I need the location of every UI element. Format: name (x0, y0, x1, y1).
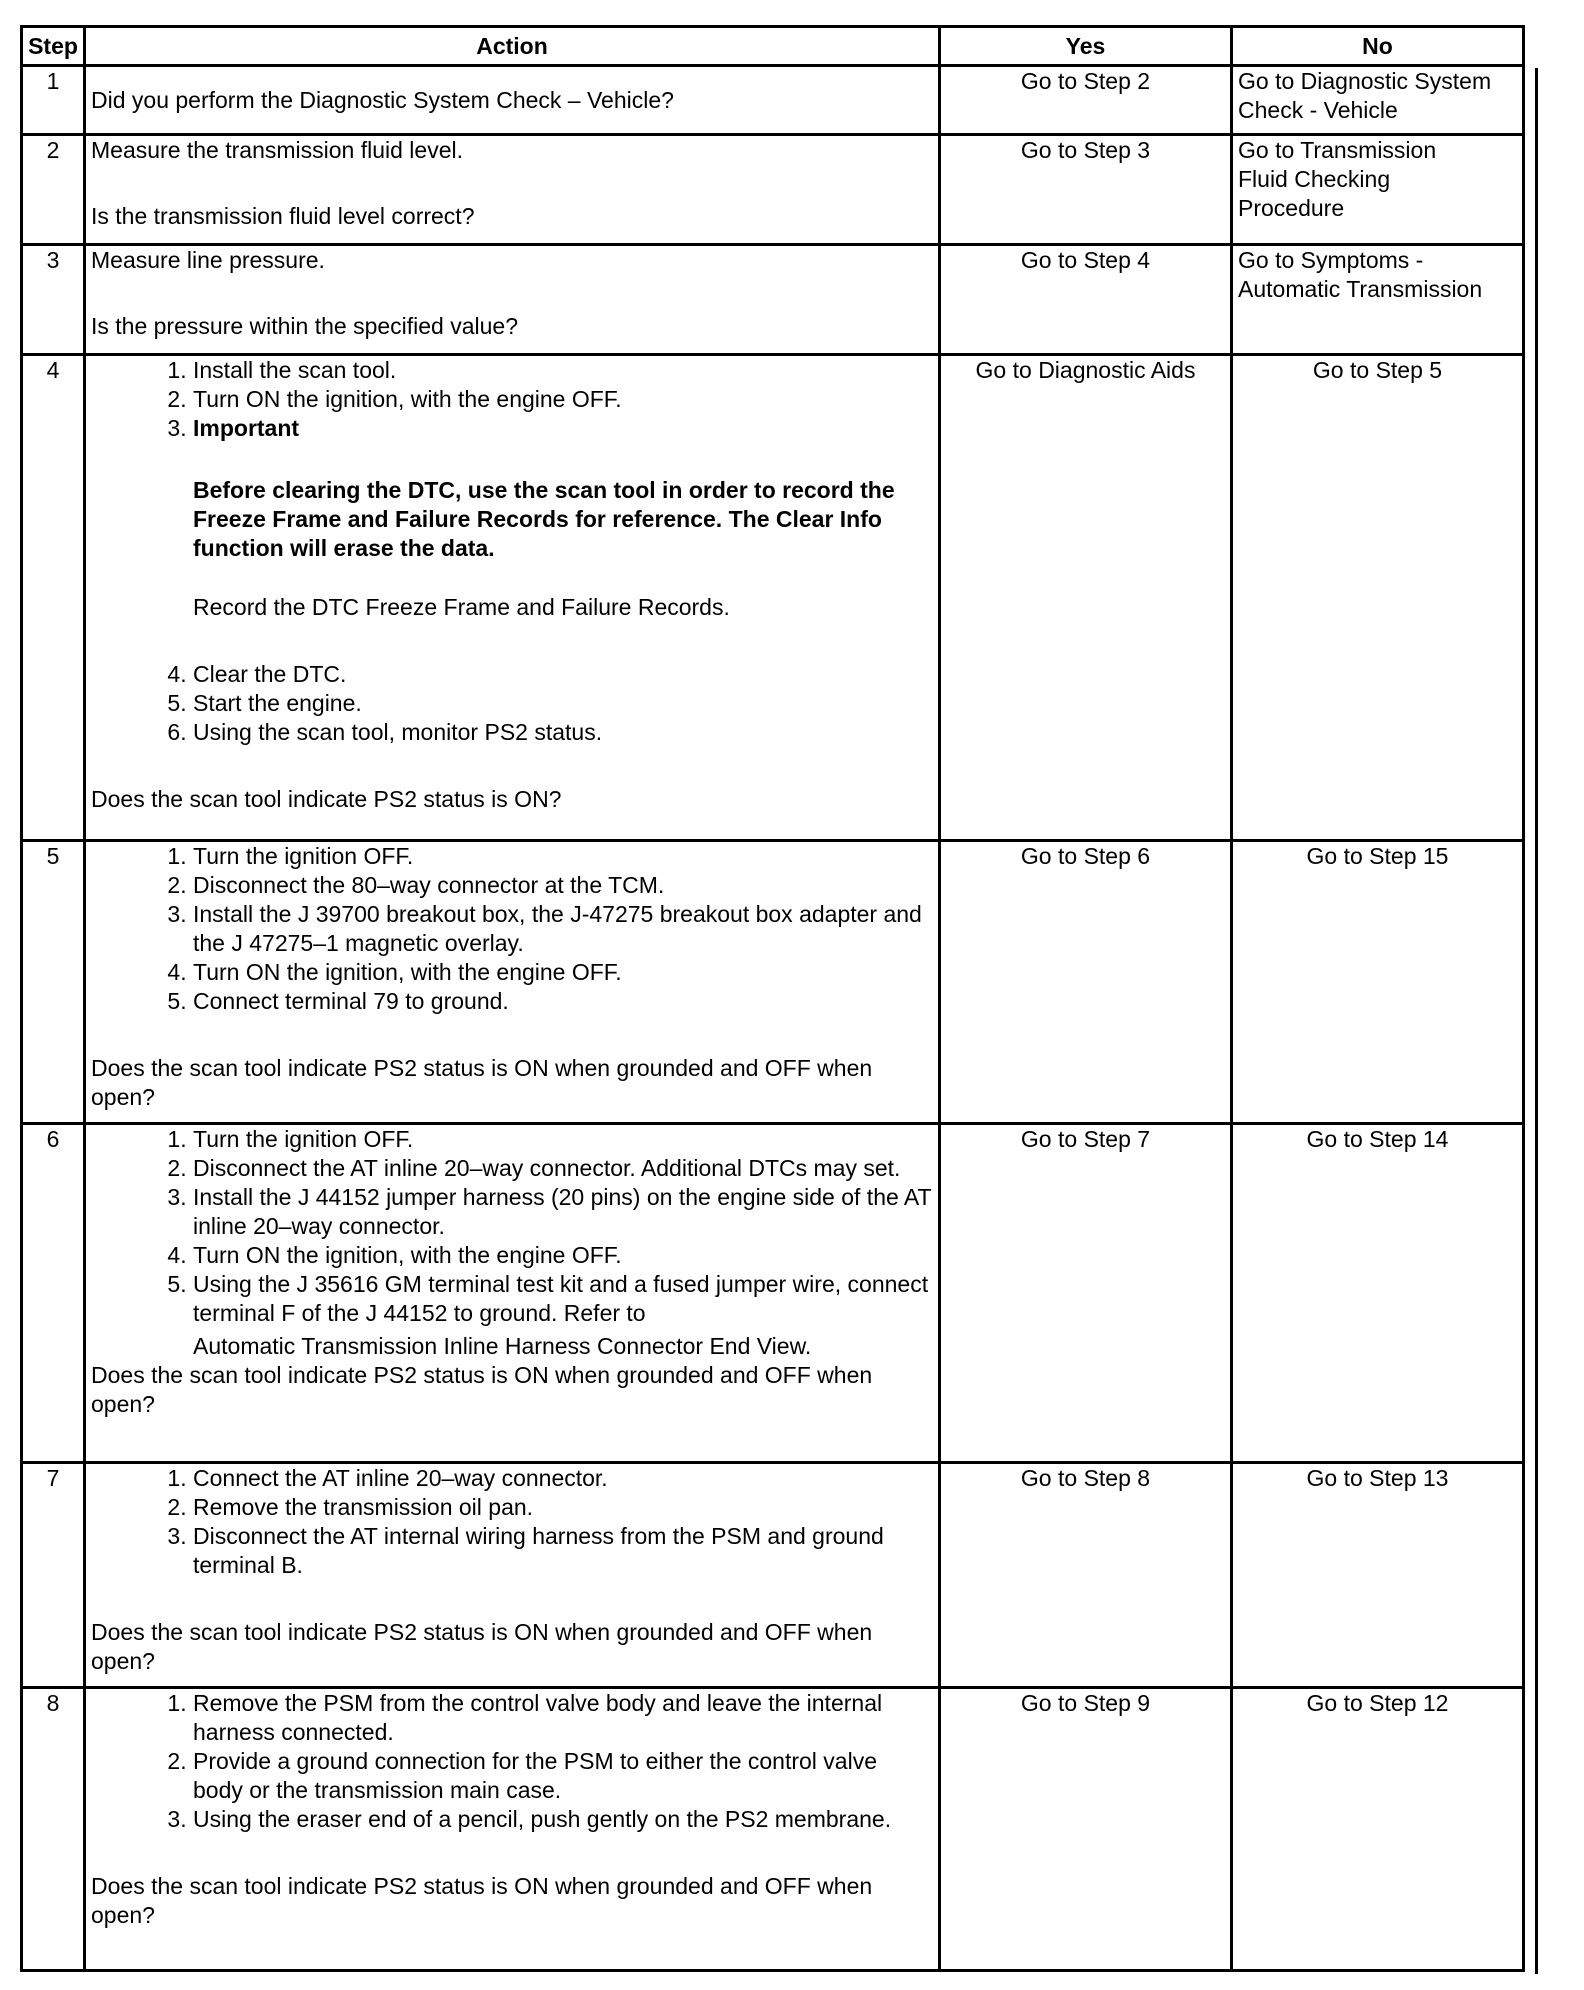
substep-item: 2. Remove the transmission oil pan. (193, 1493, 933, 1522)
table-row (22, 66, 1524, 135)
substep-item: 4. Clear the DTC. (193, 660, 933, 689)
substep-item: 1. Turn the ignition OFF. (193, 1125, 933, 1154)
important-notice: Before clearing the DTC, use the scan tool in order to record the Freeze Frame and Failure Records for reference. The Clear Info function will erase the data. (193, 477, 895, 561)
no-cell-text: Go to Diagnostic System Check - Vehicle (1238, 68, 1492, 123)
header-yes: Yes (940, 27, 1232, 66)
no-cell (1232, 1124, 1524, 1463)
table-row (22, 355, 1524, 841)
action-question: Does the scan tool indicate PS2 status is ON when grounded and OFF when open? (91, 1619, 873, 1674)
substep-list (91, 1125, 933, 1361)
substep-item: 1. Remove the PSM from the control valve body and leave the internal harness connected. (193, 1689, 933, 1747)
substep-item: 3. Install the J 39700 breakout box, the J-47275 breakout box adapter and the J 47275–1 magnetic overlay. (193, 900, 933, 958)
yes-cell: Go to Step 3 (940, 135, 1232, 245)
action-question: Does the scan tool indicate PS2 status is ON when grounded and OFF when open? (91, 1873, 873, 1928)
no-cell (1232, 1688, 1524, 1971)
substep-item: 1. Turn the ignition OFF. (193, 842, 933, 871)
step-number: 2 (22, 135, 85, 245)
yes-cell: Go to Step 8 (940, 1463, 1232, 1688)
no-cell (1232, 245, 1524, 355)
table-row (22, 1463, 1524, 1688)
action-question: Did you perform the Diagnostic System Check – Vehicle? (91, 86, 674, 113)
yes-cell: Go to Step 4 (940, 245, 1232, 355)
no-cell-text: Go to Step 12 (1306, 1690, 1449, 1716)
substep-note: Automatic Transmission Inline Harness Connector End View. (193, 1333, 812, 1359)
step-number: 6 (22, 1124, 85, 1463)
table-row (22, 135, 1524, 245)
action-question: Is the pressure within the specified value? (91, 313, 519, 339)
action-cell (85, 1463, 940, 1688)
action-instruction: Measure line pressure. (91, 247, 325, 273)
substep-text: Using the J 35616 GM terminal test kit and a fused jumper wire, connect terminal F of the J 44152 to ground. Refer to (193, 1271, 929, 1326)
table-row (22, 1124, 1524, 1463)
action-cell (85, 841, 940, 1124)
right-edge-rule (1535, 68, 1538, 1974)
step-number: 3 (22, 245, 85, 355)
action-cell (85, 135, 940, 245)
diagnostic-page (20, 25, 1525, 1972)
important-label: 3. Important (193, 415, 300, 441)
substep-list (91, 1464, 933, 1580)
no-cell (1232, 66, 1524, 135)
substep-item: 2. Disconnect the 80–way connector at the TCM. (193, 871, 933, 900)
action-question: Does the scan tool indicate PS2 status is ON? (91, 786, 562, 812)
yes-cell: Go to Step 7 (940, 1124, 1232, 1463)
table-header-row (22, 27, 1524, 66)
no-cell (1232, 841, 1524, 1124)
no-cell (1232, 135, 1524, 245)
yes-cell: Go to Step 2 (940, 66, 1232, 135)
step-number: 7 (22, 1463, 85, 1688)
yes-cell: Go to Step 9 (940, 1688, 1232, 1971)
substep-item: 2. Provide a ground connection for the PSM to either the control valve body or the transmission main case. (193, 1747, 933, 1805)
header-no: No (1232, 27, 1524, 66)
substep-item (193, 414, 933, 660)
substep-list (91, 356, 933, 747)
substep-item: 1. Install the scan tool. (193, 356, 933, 385)
no-cell (1232, 1463, 1524, 1688)
substep-note: Record the DTC Freeze Frame and Failure Records. (193, 594, 730, 620)
substep-list (91, 1689, 933, 1834)
table-row (22, 245, 1524, 355)
substep-item: 3. Disconnect the AT internal wiring harness from the PSM and ground terminal B. (193, 1522, 933, 1580)
substep-item: 6. Using the scan tool, monitor PS2 status. (193, 718, 933, 747)
diagnostic-table (20, 25, 1525, 1972)
action-cell (85, 245, 940, 355)
header-action: Action (85, 27, 940, 66)
action-cell (85, 355, 940, 841)
action-question: Does the scan tool indicate PS2 status is ON when grounded and OFF when open? (91, 1055, 873, 1110)
substep-item: 2. Disconnect the AT inline 20–way connector. Additional DTCs may set. (193, 1154, 933, 1183)
step-number: 1 (22, 66, 85, 135)
no-cell (1232, 355, 1524, 841)
action-cell (85, 66, 940, 135)
step-number: 4 (22, 355, 85, 841)
no-cell-text: Go to Transmission Fluid Checking Procedure (1238, 137, 1437, 221)
step-number: 5 (22, 841, 85, 1124)
substep-item (193, 1270, 933, 1361)
header-step: Step (22, 27, 85, 66)
no-cell-text: Go to Step 15 (1306, 843, 1449, 869)
substep-item: 3. Install the J 44152 jumper harness (20 pins) on the engine side of the AT inline 20–way connector. (193, 1183, 933, 1241)
substep-list (91, 842, 933, 1016)
table-row (22, 1688, 1524, 1971)
substep-item: 3. Using the eraser end of a pencil, push gently on the PS2 membrane. (193, 1805, 933, 1834)
yes-cell: Go to Diagnostic Aids (940, 355, 1232, 841)
yes-cell: Go to Step 6 (940, 841, 1232, 1124)
substep-item: 5. Connect terminal 79 to ground. (193, 987, 933, 1016)
no-cell-text: Go to Step 14 (1306, 1126, 1449, 1152)
substep-item: 2. Turn ON the ignition, with the engine OFF. (193, 385, 933, 414)
action-instruction: Measure the transmission fluid level. (91, 137, 463, 163)
action-cell (85, 1124, 940, 1463)
substep-item: 4. Turn ON the ignition, with the engine OFF. (193, 958, 933, 987)
action-question: Does the scan tool indicate PS2 status is ON when grounded and OFF when open? (91, 1362, 873, 1417)
no-cell-text: Go to Symptoms - Automatic Transmission (1238, 247, 1483, 302)
table-row (22, 841, 1524, 1124)
no-cell-text: Go to Step 13 (1306, 1465, 1449, 1491)
substep-item: 1. Connect the AT inline 20–way connector. (193, 1464, 933, 1493)
substep-item: 5. Start the engine. (193, 689, 933, 718)
substep-item: 4. Turn ON the ignition, with the engine OFF. (193, 1241, 933, 1270)
action-question: Is the transmission fluid level correct? (91, 203, 475, 229)
action-cell (85, 1688, 940, 1971)
step-number: 8 (22, 1688, 85, 1971)
no-cell-text: Go to Step 5 (1312, 357, 1443, 383)
